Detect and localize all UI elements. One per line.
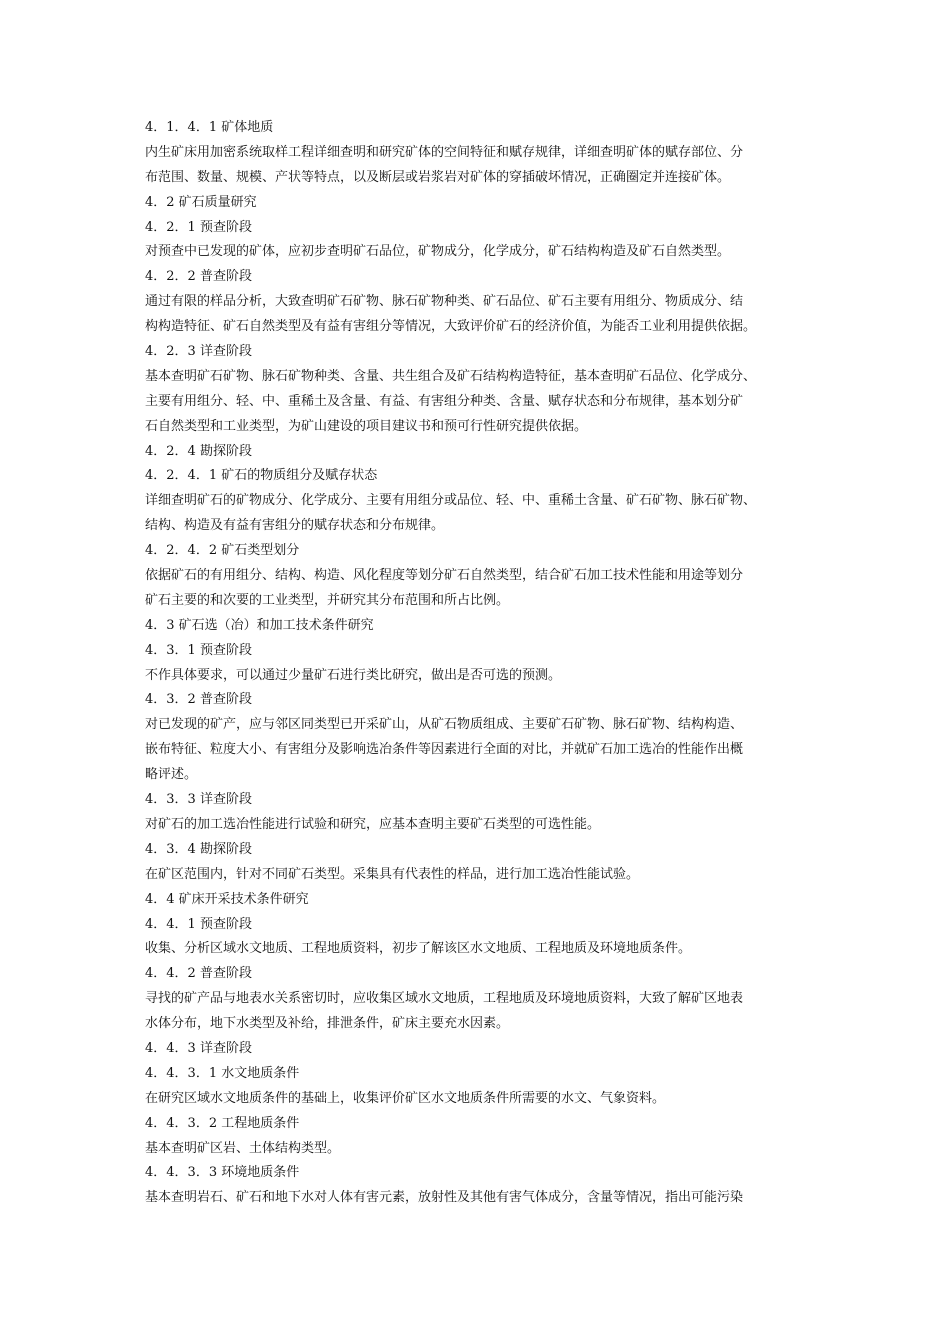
text-line: 对已发现的矿产，应与邻区同类型已开采矿山，从矿石物质组成、主要矿石矿物、脉石矿物、结构构造、	[145, 717, 744, 733]
text-line: 4．2 矿石质量研究	[145, 194, 257, 210]
text-line: 4．4．3 详查阶段	[145, 1040, 252, 1056]
text-line: 依据矿石的有用组分、结构、构造、风化程度等划分矿石自然类型，结合矿石加工技术性能和用途等划分	[145, 568, 744, 584]
text-line: 对矿石的加工选冶性能进行试验和研究，应基本查明主要矿石类型的可选性能。	[145, 816, 601, 832]
text-line: 对预查中已发现的矿体，应初步查明矿石品位，矿物成分，化学成分，矿石结构构造及矿石自然类型。	[145, 244, 731, 260]
text-line: 主要有用组分、轻、中、重稀土及含量、有益、有害组分种类、含量、赋存状态和分布规律，基本划分矿	[145, 393, 744, 409]
text-line: 收集、分析区域水文地质、工程地质资料，初步了解该区水文地质、工程地质及环境地质条件。	[145, 941, 692, 957]
text-line: 4．2．4．2 矿石类型划分	[145, 543, 300, 559]
text-line: 矿石主要的和次要的工业类型，并研究其分布范围和所占比例。	[145, 592, 510, 608]
text-line: 通过有限的样品分析，大致查明矿石矿物、脉石矿物种类、矿石品位、矿石主要有用组分、物质成分、结	[145, 294, 744, 310]
text-line: 4．4．3．1 水文地质条件	[145, 1065, 300, 1081]
text-line: 在研究区域水文地质条件的基础上，收集评价矿区水文地质条件所需要的水文、气象资料。	[145, 1090, 666, 1106]
text-line: 石自然类型和工业类型，为矿山建设的项目建议书和预可行性研究提供依据。	[145, 418, 588, 434]
text-line: 水体分布，地下水类型及补给，排泄条件，矿床主要充水因素。	[145, 1016, 510, 1032]
text-line: 寻找的矿产品与地表水关系密切时，应收集区域水文地质，工程地质及环境地质资料，大致了解矿区地表	[145, 991, 744, 1007]
text-line: 4．2．3 详查阶段	[145, 344, 252, 360]
text-line: 布范围、数量、规模、产状等特点，以及断层或岩浆岩对矿体的穿插破坏情况，正确圈定并连接矿体。	[145, 169, 731, 185]
text-line: 4．4．1 预查阶段	[145, 916, 252, 932]
text-line: 4．2．4 勘探阶段	[145, 443, 252, 459]
text-line: 4．3．4 勘探阶段	[145, 841, 252, 857]
text-line: 4．2．2 普查阶段	[145, 269, 252, 285]
text-line: 略评述。	[145, 767, 198, 783]
text-line: 4．2．4．1 矿石的物质组分及赋存状态	[145, 468, 378, 484]
text-line: 嵌布特征、粒度大小、有害组分及影响选冶条件等因素进行全面的对比，并就矿石加工选冶的性能作出概	[145, 742, 744, 758]
text-line: 内生矿床用加密系统取样工程详细查明和研究矿体的空间特征和赋存规律，详细查明矿体的赋存部位、分	[145, 144, 744, 160]
text-line: 基本查明矿石矿物、脉石矿物种类、含量、共生组合及矿石结构构造特征，基本查明矿石品位、化学成分、	[145, 368, 757, 384]
text-line: 4．4．3．2 工程地质条件	[145, 1115, 300, 1131]
text-line: 4．3 矿石选（冶）和加工技术条件研究	[145, 617, 374, 633]
text-line: 4．4．2 普查阶段	[145, 966, 252, 982]
text-line: 不作具体要求，可以通过少量矿石进行类比研究，做出是否可选的预测。	[145, 667, 562, 683]
text-line: 4．1．4．1 矿体地质	[145, 120, 274, 135]
text-line: 构构造特征、矿石自然类型及有益有害组分等情况，大致评价矿石的经济价值，为能否工业利用提供依据。	[145, 319, 757, 335]
text-line: 4．3．1 预查阶段	[145, 642, 252, 658]
text-line: 4．4 矿床开采技术条件研究	[145, 891, 309, 907]
text-line: 结构、构造及有益有害组分的赋存状态和分布规律。	[145, 518, 445, 534]
text-line: 4．3．2 普查阶段	[145, 692, 252, 708]
text-line: 4．4．3．3 环境地质条件	[145, 1165, 300, 1181]
document-body	[145, 116, 815, 1211]
text-line: 基本查明矿区岩、土体结构类型。	[145, 1140, 341, 1156]
text-line: 详细查明矿石的矿物成分、化学成分、主要有用组分或品位、轻、中、重稀土含量、矿石矿物、脉石矿物、	[145, 493, 757, 509]
text-line: 4．2．1 预查阶段	[145, 219, 252, 235]
text-line: 基本查明岩石、矿石和地下水对人体有害元素，放射性及其他有害气体成分，含量等情况，指出可能污染	[145, 1190, 744, 1206]
text-line: 4．3．3 详查阶段	[145, 792, 252, 808]
text-line: 在矿区范围内，针对不同矿石类型。采集具有代表性的样品，进行加工选冶性能试验。	[145, 866, 640, 882]
